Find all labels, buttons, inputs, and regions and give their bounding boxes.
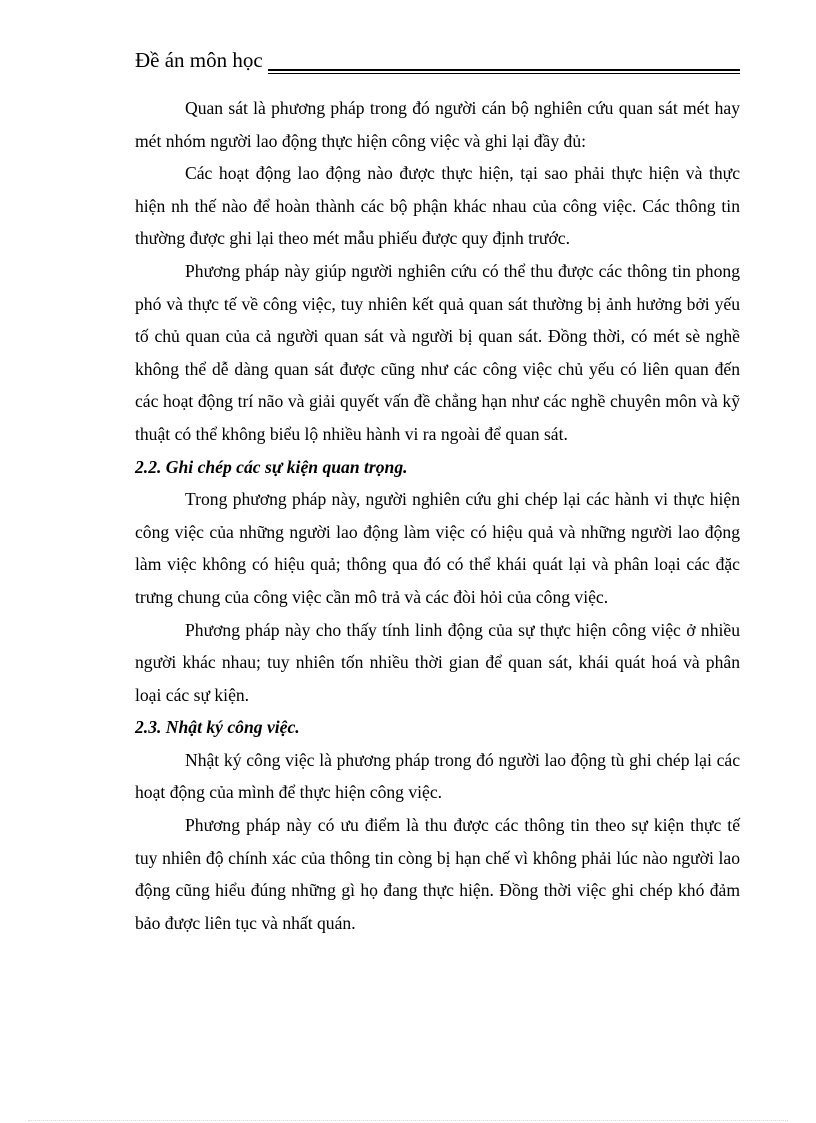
section-heading-critical-incidents: 2.2. Ghi chép các sự kiện quan trọng. [135, 456, 408, 477]
paragraph-critical-incidents-evaluation: Phương pháp này cho thấy tính linh động của sự thực hiện công việc ở nhiều người khác nhau; tuy nhiên tốn nhiều thời gian để quan sát, khái quát hoá và phân loại các sự kiện. [135, 619, 740, 705]
paragraph-work-diary-method: Nhật ký công việc là phương pháp trong đó người lao động tù ghi chép lại các hoạt động của mình để thực hiện công việc. [135, 749, 740, 803]
document-body [135, 92, 740, 939]
header-rule [268, 69, 740, 74]
page-bottom-divider [28, 1120, 788, 1121]
paragraph-observation-details: Các hoạt động lao động nào được thực hiện, tại sao phải thực hiện và thực hiện nh thế nào để hoàn thành các bộ phận khác nhau của công việc. Các thông tin thường được ghi lại theo mét mẫu phiếu được quy định trước. [135, 163, 740, 249]
page-header-title: Đề án môn học [135, 48, 263, 72]
paragraph-observation-evaluation: Phương pháp này giúp người nghiên cứu có thể thu được các thông tin phong phó và thực tế về công việc, tuy nhiên kết quả quan sát thường bị ảnh hưởng bởi yếu tố chủ quan của cả người quan sát và người bị quan sát. Đồng thời, có mét sè nghề không thể dễ dàng quan sát được cũng như các công việc chủ yếu có liên quan đến các hoạt động trí não và giải quyết vấn đề chẳng hạn như các nghề chuyên môn và kỹ thuật có thể không biểu lộ nhiều hành vi ra ngoài để quan sát. [135, 260, 740, 444]
paragraph-critical-incidents-method: Trong phương pháp này, người nghiên cứu ghi chép lại các hành vi thực hiện công việc của những người lao động làm việc có hiệu quả và những người lao động làm việc không có hiệu quả; thông qua đó có thể khái quát lại và phân loại các đặc trưng chung của công việc cần mô trả và các đòi hỏi của công việc. [135, 489, 740, 607]
section-heading-work-diary: 2.3. Nhật ký công việc. [135, 717, 300, 738]
paragraph-observation-intro: Quan sát là phương pháp trong đó người cán bộ nghiên cứu quan sát mét hay mét nhóm người lao động thực hiện công việc và ghi lại đầy đủ: [135, 98, 740, 151]
paragraph-work-diary-evaluation: Phương pháp này có ưu điểm là thu được các thông tin theo sự kiện thực tế tuy nhiên độ chính xác của thông tin còng bị hạn chế vì không phải lúc nào người lao động cũng hiểu đúng những gì họ đang thực hiện. Đồng thời việc ghi chép khó đảm bảo được liên tục và nhất quán. [135, 815, 740, 933]
